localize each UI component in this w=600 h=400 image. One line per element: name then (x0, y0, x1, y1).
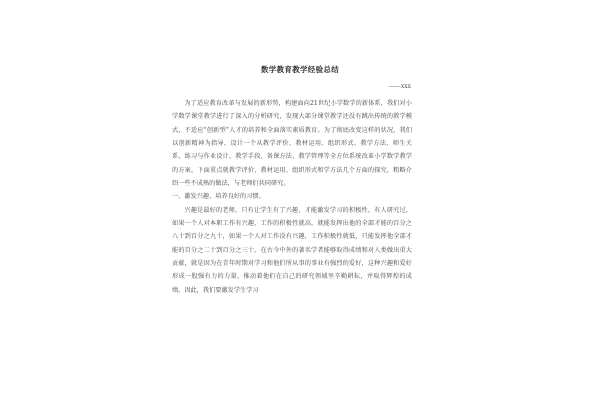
document-title: 数学教育教学经验总结 (261, 65, 339, 74)
section-heading: 一、激发兴趣，培养良好的习惯。 (172, 193, 265, 201)
intro-paragraph: 为了适应教育改革与发展的新形势，构建面向21世纪小学数学的新体系，我们对小学数学课堂教学进行了深入的分析研究，发现大部分课堂教学还没有跳出传统的教学模式，不适应“创新型”人才的培养和全面落实素质教育。为了彻底改变这样的状况，我们以创新精神为指导，设计一个从教学评价、教材运用、组织形式、教学方法、师生关系、练习与作业设计、教学手段、备课方法、教学管理等全方位系统改革小学数学教学的方案。下面重点就教学评价、教材运用、组织形式和学方法几个方面的探究，粗略介绍一些不成熟的做法，与老师们共同研究。 (172, 100, 412, 188)
document-author: ——xxx (388, 83, 411, 90)
document-body (172, 97, 412, 297)
section-paragraph: 兴趣是最好的老师，只有让学生有了兴趣，才能激发学习的积极性，有人研究过，如果一个人对本职工作有兴趣，工作的积极性就高，就能发挥出他的全部才能的百分之八十到百分之九十，如果一个人对工作没有兴趣，工作积极性就低，只能发挥他全部才能的百分之二十到百分之三十。在古今中外的著名学者能够取得成绩和对人类做出重大贡献，就是因为在青年时期对学习和他们所从事的事业有强烈的爱好，这种兴趣和爱好形成一股强有力的力量，推动着他们在自己的研究领域里辛勤耕耘，并取得辉煌的成绩。因此，我们要激发学生学习 (172, 206, 412, 294)
